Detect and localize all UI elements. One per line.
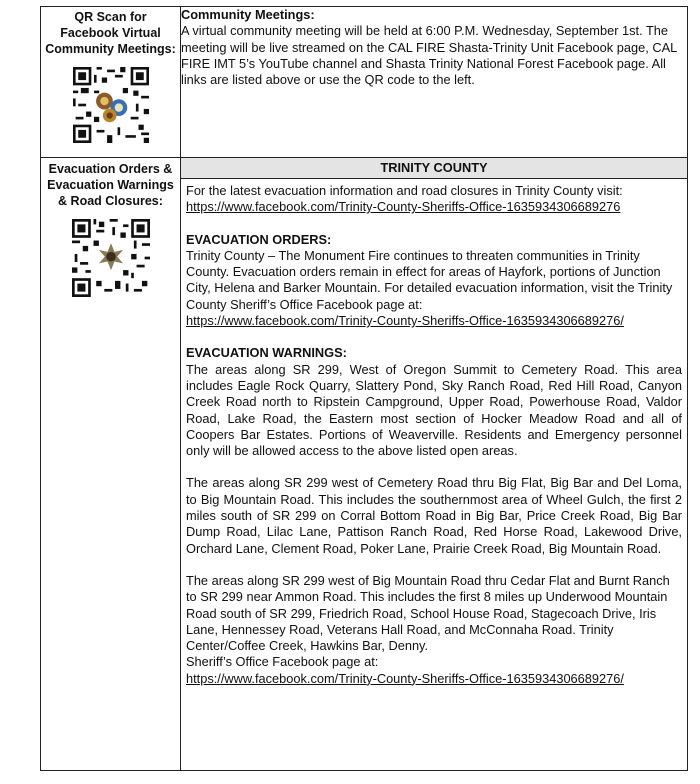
- sheriff-text: Sheriff’s Office Facebook page at:: [186, 654, 379, 670]
- intro-link[interactable]: https://www.facebook.com/Trinity-County-Sheriffs-Office-1635934306689276: [186, 199, 621, 215]
- intro-text: For the latest evacuation information and road closures in Trinity County visit:: [186, 183, 623, 198]
- evacuation-cell: [181, 158, 688, 771]
- warnings-paragraph-2: The areas along SR 299 west of Cemetery Road thru Big Flat, Big Bar and Del Loma, to Big Mountain Road. This includes the southernmost area of Wheel Gulch, the first 2 miles south of SR 299 on Corral Bottom Road in Big Bar, Price Creek Road, Big Bar Dump Road, Lilac Lane, Pattison Ranch Road, Red Horse Road, Lakewood Drive, Orchard Lane, Clement Road, Poker Lane, Prairie Creek Road, Big Mountain Road.: [186, 475, 682, 556]
- meetings-heading: Community Meetings:: [181, 7, 315, 22]
- community-meetings-row: [41, 7, 688, 158]
- warnings-paragraph-3: The areas along SR 299 west of Big Mountain Road thru Cedar Flat and Burnt Ranch to SR 299 near Ammon Road. This includes the first 8 miles up Underwood Mountain Road south of SR 299, Friedrich Road, School House Road, Stagecoach Drive, Iris Lane, Hennessey Road, Veterans Hall Road, and McConnaha Road. Trinity Center/Coffee Creek, Hawkins Bar, Denny.: [186, 572, 670, 654]
- county-header: TRINITY COUNTY: [181, 158, 687, 179]
- qr-cell-evacuation: [41, 158, 181, 771]
- orders-heading: EVACUATION ORDERS:: [186, 231, 332, 247]
- orders-text: Trinity County – The Monument Fire continues to threaten communities in Trinity County. Evacuation orders remain in effect for areas of Hayfork, portions of Junction City, Helena and Barker Mountain. For detailed evacuation information, visit the Trinity County Sheriff’s Office Facebook page at:: [186, 247, 673, 312]
- evacuation-row: [41, 158, 688, 771]
- meetings-cell: [181, 7, 688, 158]
- sheriff-link[interactable]: https://www.facebook.com/Trinity-County-Sheriffs-Office-1635934306689276/: [186, 670, 624, 686]
- orders-link[interactable]: https://www.facebook.com/Trinity-County-Sheriffs-Office-1635934306689276/: [186, 313, 624, 329]
- warnings-paragraph-1: The areas along SR 299, West of Oregon Summit to Cemetery Road. This area includes Eagle Rock Quarry, Slattery Pond, Sky Ranch Road, Red Hill Road, Canyon Creek Road north to Ripstein Campground, Upper Road, Powerhouse Road, Valdor Road, Lake Road, the Eastern most section of Hocker Meadow Road and all of Coopers Bar Estates. Portions of Weaverville. Residents and Emergency personnel only will be allowed access to the above listed open areas.: [186, 361, 682, 459]
- qr-evacuation-title: Evacuation Orders & Evacuation Warnings & Road Closures:: [47, 162, 174, 208]
- qr-cell-meetings: [41, 7, 181, 158]
- evacuation-body: [181, 179, 687, 687]
- qr-code-meetings[interactable]: [73, 67, 149, 143]
- qr-meetings-title: QR Scan for Facebook Virtual Community Meetings:: [45, 10, 176, 56]
- meetings-text: A virtual community meeting will be held at 6:00 P.M. Wednesday, September 1st. The meeting will be live streamed on the CAL FIRE Shasta-Trinity Unit Facebook page, CAL FIRE IMT 5’s YouTube channel and Shasta Trinity National Forest Facebook page. All links are listed above or use the QR code to the left.: [181, 23, 677, 88]
- warnings-heading: EVACUATION WARNINGS:: [186, 345, 347, 361]
- qr-code-evacuation[interactable]: [72, 219, 150, 297]
- info-table: [40, 6, 688, 771]
